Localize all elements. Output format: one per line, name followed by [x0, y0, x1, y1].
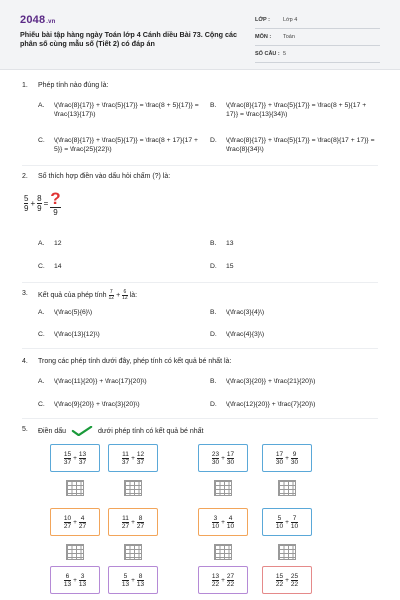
option-letter: A. [38, 102, 45, 109]
option-letter: C. [38, 137, 45, 144]
option-letter: D. [210, 263, 217, 270]
denominator: 13 [136, 580, 145, 588]
question-mark-icon: ? [50, 189, 61, 208]
numerator: 27 [226, 572, 235, 580]
numerator: 15 [275, 572, 284, 580]
option-c[interactable] [38, 262, 204, 271]
option-text: \(\frac{8}{17}} + \frac{5}{17}} = \frac{8 + 17}{17 + 5}} = \frac{25}{22}\) [54, 137, 198, 153]
denominator: 37 [78, 458, 87, 466]
fraction [276, 451, 283, 466]
fraction: $\frac{8}{9}$ [37, 194, 42, 213]
numerator: 4 [228, 514, 233, 522]
denominator: 22 [290, 580, 299, 588]
option-text: \(\frac{4}{3}\) [226, 331, 265, 338]
question-number: 1. [22, 82, 28, 89]
answer-grid[interactable] [278, 480, 296, 496]
plus-sign: + [131, 454, 135, 462]
fraction [64, 573, 71, 588]
fraction: $\frac{5}{9}$ [24, 194, 29, 213]
option-letter: D. [210, 401, 217, 408]
fraction [227, 573, 234, 588]
denominator: 10 [290, 522, 299, 530]
fraction-card [198, 566, 248, 594]
answer-grid[interactable] [278, 544, 296, 560]
denominator: 37 [63, 458, 72, 466]
meta-row-subject [255, 29, 380, 46]
option-letter: A. [38, 378, 45, 385]
numerator: 12 [136, 450, 145, 458]
denominator: 27 [78, 522, 87, 530]
meta-value: Toán [283, 34, 295, 40]
denominator: 37 [121, 458, 130, 466]
denominator: 22 [226, 580, 235, 588]
option-text: \(\frac{11}{20}} + \frac{17}{20}\) [54, 378, 147, 385]
denominator: 27 [136, 522, 145, 530]
plus-sign: + [285, 576, 289, 584]
fraction-card [108, 508, 158, 536]
question-number: 5. [22, 426, 28, 433]
plus-sign: + [73, 454, 77, 462]
fraction-card [198, 508, 248, 536]
option-letter: C. [38, 401, 45, 408]
option-text: \(\frac{8}{17}} + \frac{5}{17}} = \frac{8 + 5}{17}} = \frac{13}{17}\) [54, 102, 199, 118]
option-text: \(\frac{8}{17}} + \frac{5}{17}} = \frac{8}{17 + 17}} = \frac{8}{34}\) [226, 137, 375, 153]
fraction [79, 451, 86, 466]
numerator: 17 [226, 450, 235, 458]
fraction-card [198, 444, 248, 472]
option-text: \(\frac{12}{20}} + \frac{7}{20}\) [226, 401, 316, 408]
option-d[interactable] [210, 262, 376, 271]
denominator: 22 [275, 580, 284, 588]
fraction [227, 451, 234, 466]
numerator: 15 [63, 450, 72, 458]
denominator: 13 [78, 580, 87, 588]
site-logo[interactable]: 2048.vn [20, 14, 56, 26]
fraction-expression [24, 190, 61, 217]
option-letter: D. [210, 331, 217, 338]
answer-grid[interactable] [124, 544, 142, 560]
fraction-card [262, 508, 312, 536]
meta-value: 5 [283, 51, 287, 57]
divider [22, 165, 378, 166]
numerator: 11 [122, 450, 129, 458]
answer-grid[interactable] [214, 544, 232, 560]
fraction-card [262, 444, 312, 472]
option-letter: A. [38, 240, 45, 247]
fraction-card [108, 566, 158, 594]
fraction [276, 515, 283, 530]
answer-grid[interactable] [66, 544, 84, 560]
numerator: 8 [138, 514, 143, 522]
fraction-card [262, 566, 312, 594]
fraction [137, 515, 144, 530]
denominator: 30 [275, 458, 284, 466]
option-text: \(\frac{3}{20}} + \frac{21}{20}\) [226, 378, 316, 385]
answer-grid[interactable] [124, 480, 142, 496]
fraction [79, 573, 86, 588]
option-text: \(\frac{3}{4}\) [226, 309, 265, 316]
denominator: 27 [63, 522, 72, 530]
plus-sign: + [73, 576, 77, 584]
option-b[interactable] [210, 239, 376, 248]
plus-sign: + [131, 518, 135, 526]
numerator: 5 [123, 572, 128, 580]
fraction [137, 451, 144, 466]
fraction-card [108, 444, 158, 472]
option-text: 14 [54, 263, 62, 270]
divider [22, 348, 378, 349]
plus-sign: + [221, 576, 225, 584]
option-a[interactable] [38, 377, 204, 386]
fraction [212, 573, 219, 588]
fraction [276, 573, 283, 588]
question-number: 2. [22, 173, 28, 180]
denominator: 37 [136, 458, 145, 466]
denominator: 30 [290, 458, 299, 466]
fraction [122, 451, 129, 466]
option-letter: B. [210, 102, 217, 109]
denominator: 10 [211, 522, 220, 530]
numerator: 23 [211, 450, 220, 458]
option-d[interactable] [210, 136, 376, 154]
option-d[interactable] [210, 330, 376, 339]
numerator: 25 [290, 572, 299, 580]
fraction [64, 451, 71, 466]
plus-sign: + [285, 518, 289, 526]
numerator: 6 [65, 572, 70, 580]
option-text: \(\frac{8}{17}} + \frac{5}{17}} = \frac{8 + 5}{17 + 17}} = \frac{13}{34}\) [226, 102, 367, 118]
option-text: 15 [226, 263, 234, 270]
option-letter: C. [38, 263, 45, 270]
fraction [291, 515, 298, 530]
equals-sign: = [43, 199, 49, 208]
fraction [137, 573, 144, 588]
question-text: Số thích hợp điền vào dấu hỏi chấm (?) là: [38, 173, 171, 180]
option-letter: B. [210, 378, 217, 385]
denominator: 10 [275, 522, 284, 530]
numerator: 9 [292, 450, 297, 458]
denominator: 27 [121, 522, 130, 530]
numerator: 8 [138, 572, 143, 580]
fraction-card [50, 444, 100, 472]
answer-grid[interactable] [214, 480, 232, 496]
denominator: 30 [226, 458, 235, 466]
denominator: 13 [63, 580, 72, 588]
numerator: 17 [275, 450, 284, 458]
fraction [64, 515, 71, 530]
option-b[interactable] [210, 377, 376, 386]
plus-sign: + [30, 199, 36, 208]
question-text: Điền dấu dưới phép tính có kết quả bé nhất [38, 427, 204, 435]
meta-value: Lớp 4 [283, 17, 298, 23]
denominator: 30 [211, 458, 220, 466]
denominator: 10 [226, 522, 235, 530]
numerator: 11 [122, 514, 129, 522]
option-c[interactable] [38, 330, 204, 339]
meta-label: SỐ CÂU : [255, 51, 280, 57]
numerator: 3 [80, 572, 85, 580]
numerator: 13 [78, 450, 87, 458]
question-text: Phép tính nào đúng là: [38, 82, 109, 89]
checkmark-icon [69, 426, 95, 436]
plus-sign: + [131, 576, 135, 584]
denominator: 22 [211, 580, 220, 588]
fraction [122, 573, 129, 588]
option-b[interactable] [210, 308, 376, 317]
option-d[interactable] [210, 400, 376, 409]
numerator: 5 [277, 514, 282, 522]
option-a[interactable] [38, 239, 204, 248]
fraction [227, 515, 234, 530]
denominator: 13 [121, 580, 130, 588]
option-text: 12 [54, 240, 62, 247]
option-text: \(\frac{9}{20}} + \frac{3}{20}\) [54, 401, 140, 408]
option-a[interactable] [38, 308, 204, 317]
fraction-card [50, 566, 100, 594]
answer-grid[interactable] [66, 480, 84, 496]
meta-label: MÔN : [255, 34, 272, 40]
fraction-unknown: $\frac{?}{9}$ [50, 189, 61, 217]
fraction-card [50, 508, 100, 536]
worksheet-meta [255, 12, 380, 63]
meta-row-count [255, 46, 380, 63]
plus-sign: + [221, 454, 225, 462]
numerator: 13 [211, 572, 220, 580]
worksheet-title: Phiếu bài tập hàng ngày Toán lớp 4 Cánh diều Bài 73. Cộng các phân số cùng mẫu số (Tiết 2) có đáp án [20, 30, 238, 48]
plus-sign: + [221, 518, 225, 526]
fraction [79, 515, 86, 530]
question-number: 4. [22, 358, 28, 365]
option-c[interactable] [38, 136, 204, 154]
fraction [212, 451, 219, 466]
meta-row-class [255, 12, 380, 29]
option-letter: B. [210, 309, 217, 316]
option-a[interactable] [38, 101, 204, 119]
option-letter: A. [38, 309, 45, 316]
divider [22, 282, 378, 283]
numerator: 4 [80, 514, 85, 522]
option-letter: D. [210, 137, 217, 144]
numerator: 10 [63, 514, 72, 522]
worksheet-header [0, 0, 400, 70]
numerator: 3 [213, 514, 218, 522]
fraction [212, 515, 219, 530]
plus-sign: + [285, 454, 289, 462]
option-text: \(\frac{5}{6}\) [54, 309, 93, 316]
option-text: \(\frac{13}{12}\) [54, 331, 100, 338]
question-text: Kết quả của phép tính $\frac{7}{12}$ + $\frac{6}{12}$ là: [38, 289, 138, 301]
divider [22, 418, 378, 419]
option-letter: B. [210, 240, 217, 247]
question-text: Trong các phép tính dưới đây, phép tính có kết quả bé nhất là: [38, 358, 232, 365]
option-letter: C. [38, 331, 45, 338]
numerator: 7 [292, 514, 297, 522]
option-text: 13 [226, 240, 234, 247]
fraction [291, 451, 298, 466]
fraction [122, 515, 129, 530]
question-number: 3. [22, 290, 28, 297]
option-c[interactable] [38, 400, 204, 409]
meta-label: LỚP : [255, 17, 270, 23]
plus-sign: + [73, 518, 77, 526]
option-b[interactable] [210, 101, 376, 119]
fraction [291, 573, 298, 588]
